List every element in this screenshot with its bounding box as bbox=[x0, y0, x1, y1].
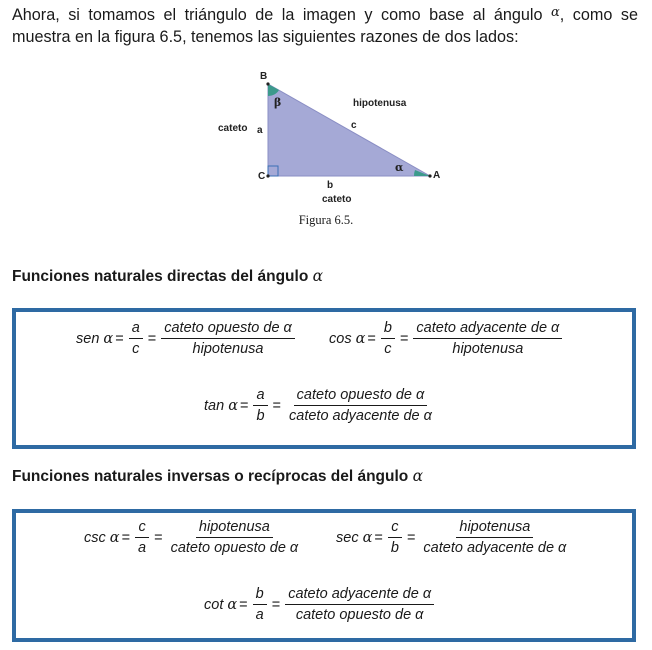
sen-equation: sen α = $\frac{a}{c}$ = $\frac{\text{cateto opuesto de α}}{\text{hipotenusa}}$ bbox=[76, 319, 298, 358]
tan-letter-fraction bbox=[253, 386, 267, 425]
csc-den2: cateto opuesto de α bbox=[170, 540, 299, 556]
hypotenuse-letter: c bbox=[351, 120, 357, 131]
cot-den1: a bbox=[255, 607, 264, 623]
sec-var: α bbox=[362, 529, 373, 546]
csc-den1: a bbox=[138, 540, 147, 556]
csc-word-fraction bbox=[168, 518, 302, 557]
heading-direct-text: Funciones naturales directas del ángulo bbox=[12, 268, 309, 285]
direct-functions-box bbox=[12, 308, 636, 449]
sec-equation: sec α = $\frac{c}{b}$ = $\frac{\text{hipotenusa}}{\text{cateto adyacente de α}}$ bbox=[336, 518, 572, 557]
tan-var: α bbox=[228, 397, 238, 414]
sec-fn: sec bbox=[336, 529, 359, 546]
angle-beta-label: β bbox=[274, 96, 282, 109]
section-heading-direct bbox=[12, 267, 323, 286]
cot-num1: b bbox=[253, 585, 267, 605]
csc-num1: c bbox=[135, 518, 148, 538]
cos-num1: b bbox=[381, 319, 395, 339]
cot-word-fraction bbox=[285, 585, 434, 624]
tan-den2: cateto adyacente de α bbox=[289, 408, 432, 424]
csc-var: α bbox=[109, 529, 120, 546]
cot-var: α bbox=[227, 596, 238, 613]
csc-equation: csc α = $\frac{c}{a}$ = $\frac{\text{hipotenusa}}{\text{cateto opuesto de α}}$ bbox=[84, 518, 304, 557]
intro-paragraph bbox=[12, 5, 638, 47]
sec-den1: b bbox=[390, 540, 399, 556]
hypotenuse-label: hipotenusa bbox=[353, 98, 407, 109]
sec-den2: cateto adyacente de α bbox=[423, 540, 567, 556]
vertical-side-label: cateto bbox=[218, 123, 248, 134]
csc-letter-fraction bbox=[135, 518, 149, 557]
heading-direct-alpha: α bbox=[312, 267, 324, 285]
tan-den1: b bbox=[256, 408, 265, 424]
sen-den2: hipotenusa bbox=[192, 341, 264, 357]
vertex-a-label: A bbox=[433, 170, 441, 181]
csc-num2: hipotenusa bbox=[196, 518, 273, 538]
heading-inverse-text: Funciones naturales inversas o recíprocas del ángulo bbox=[12, 468, 409, 485]
heading-inverse-alpha: α bbox=[412, 467, 424, 485]
sen-word-fraction bbox=[161, 319, 295, 358]
sen-letter-fraction bbox=[129, 319, 143, 358]
cos-equation: cos α = $\frac{b}{c}$ = $\frac{\text{cateto adyacente de α}}{\text{hipotenusa}}$ bbox=[329, 319, 565, 358]
tan-num1: a bbox=[253, 386, 267, 406]
cot-den2: cateto opuesto de α bbox=[295, 607, 424, 623]
sec-word-fraction bbox=[420, 518, 569, 557]
cos-fn: cos bbox=[329, 330, 352, 347]
csc-fn: csc bbox=[84, 529, 106, 546]
cot-letter-fraction bbox=[253, 585, 267, 624]
cos-letter-fraction bbox=[381, 319, 395, 358]
intro-line2: muestra en la figura 6.5, tenemos las siguientes razones de dos lados: bbox=[12, 28, 519, 46]
tan-equation: tan α = $\frac{a}{b}$ = $\frac{\text{cateto opuesto de α}}{\text{cateto adyacente de α}}$ bbox=[204, 386, 438, 425]
tan-fn: tan bbox=[204, 397, 225, 414]
vertical-side-letter: a bbox=[257, 125, 263, 136]
vertex-c-label: C bbox=[258, 171, 266, 182]
horizontal-side-label: cateto bbox=[322, 194, 352, 205]
sen-num1: a bbox=[129, 319, 143, 339]
sen-var: α bbox=[103, 330, 114, 347]
sen-den1: c bbox=[132, 341, 140, 357]
vertex-b-label: B bbox=[260, 71, 268, 82]
intro-line1-end: , como se bbox=[559, 6, 638, 24]
cos-var: α bbox=[355, 330, 366, 347]
cot-fn: cot bbox=[204, 596, 224, 613]
cos-den1: c bbox=[384, 341, 392, 357]
intro-alpha-symbol: α bbox=[551, 5, 560, 20]
cot-num2: cateto adyacente de α bbox=[285, 585, 434, 605]
intro-line1: Ahora, si tomamos el triángulo de la imagen y como base al ángulo bbox=[12, 6, 543, 24]
section-heading-inverse bbox=[12, 467, 423, 486]
horizontal-side-letter: b bbox=[327, 180, 334, 191]
sec-num2: hipotenusa bbox=[456, 518, 533, 538]
sen-num2: cateto opuesto de α bbox=[161, 319, 295, 339]
tan-num2: cateto opuesto de α bbox=[294, 386, 428, 406]
inverse-functions-box bbox=[12, 509, 636, 642]
triangle-figure bbox=[210, 66, 450, 208]
sen-fn: sen bbox=[76, 330, 100, 347]
angle-alpha-label: α bbox=[395, 161, 404, 174]
cos-word-fraction bbox=[413, 319, 562, 358]
tan-word-fraction bbox=[286, 386, 435, 425]
sec-letter-fraction bbox=[388, 518, 402, 557]
cos-den2: hipotenusa bbox=[452, 341, 524, 357]
figure-caption: Figura 6.5. bbox=[298, 213, 354, 227]
cos-num2: cateto adyacente de α bbox=[413, 319, 562, 339]
sec-num1: c bbox=[388, 518, 401, 538]
cot-equation: cot α = $\frac{b}{a}$ = $\frac{\text{cateto adyacente de α}}{\text{cateto opuesto de α}}$ bbox=[204, 585, 437, 624]
